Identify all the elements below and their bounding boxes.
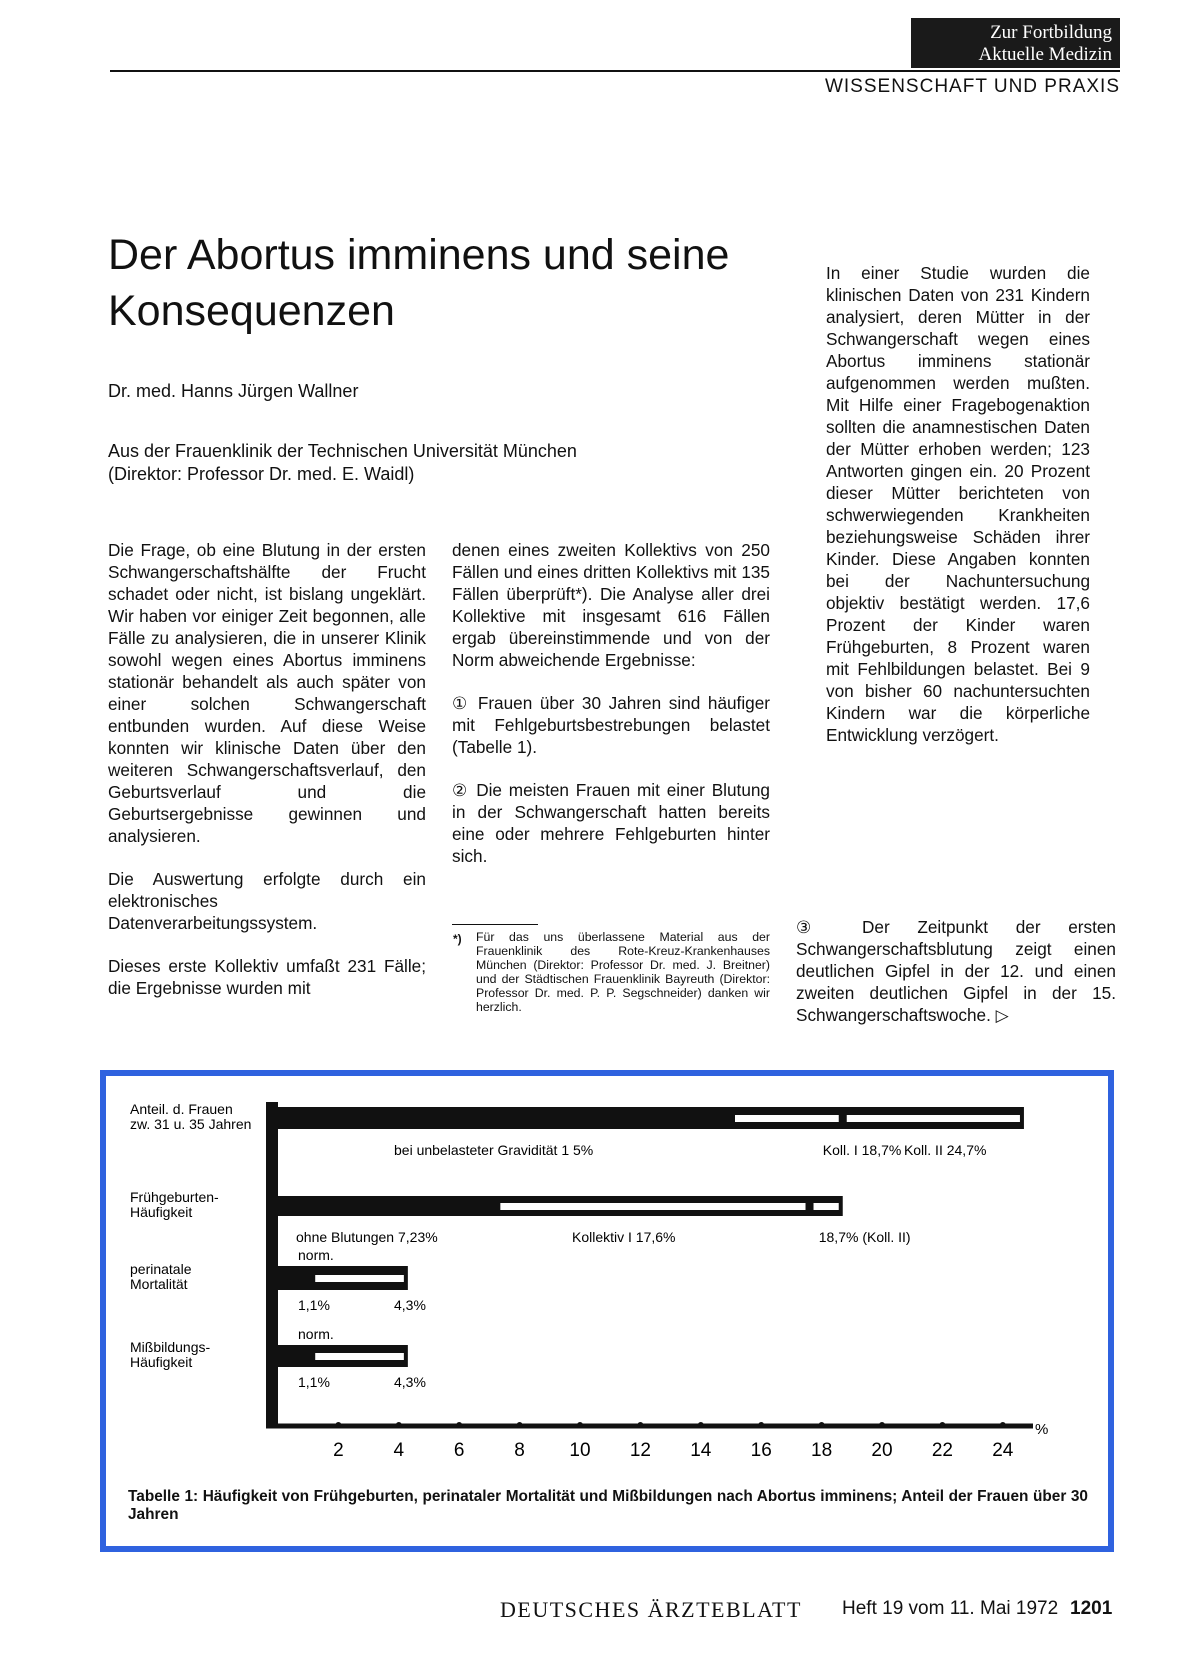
- x-tick-label: 22: [931, 1440, 953, 1461]
- category-label: Anteil. d. Frauen: [130, 1101, 233, 1117]
- footnote-rule: [452, 924, 538, 925]
- x-tick-label: 8: [514, 1440, 525, 1461]
- data-label: Koll. II 24,7%: [903, 1142, 987, 1158]
- x-tick-label: 2: [333, 1440, 344, 1461]
- data-label: 4,3%: [394, 1297, 426, 1313]
- bar-segment: [814, 1203, 839, 1210]
- footnote-mark: *): [453, 932, 462, 946]
- bar-segment: [735, 1115, 839, 1122]
- footnote: Für das uns überlassene Material aus der Frauenklinik des Rote-Kreuz-Krankenhauses München (Direktor: Professor Dr. med. J. Breitner) und der Städtischen Frauenklinik Bayreuth (Direktor: Professor Dr. med. P. P. Segschneider) danken wir herzlich.: [476, 930, 770, 1014]
- category-label: Mortalität: [130, 1276, 188, 1292]
- bar-segment: [847, 1115, 1020, 1122]
- badge-line-2: Aktuelle Medizin: [978, 44, 1112, 65]
- bar-note: norm.: [298, 1326, 334, 1342]
- paragraph: Dieses erste Kollektiv umfaßt 231 Fälle; die Ergebnisse wurden mit: [108, 956, 426, 998]
- data-label: bei unbelasteter Gravidität 1 5%: [394, 1142, 594, 1158]
- badge-line-1: Zur Fortbildung: [990, 22, 1112, 43]
- category-label: zw. 31 u. 35 Jahren: [130, 1116, 252, 1132]
- data-label: Kollektiv I 17,6%: [572, 1229, 676, 1245]
- x-tick-label: 18: [811, 1440, 833, 1461]
- x-tick-label: 16: [750, 1440, 772, 1461]
- page-number: 1201: [1070, 1598, 1113, 1619]
- x-tick-mark: [698, 1422, 704, 1428]
- paragraph: denen eines zweiten Kollektivs von 250 Fällen und eines dritten Kollektivs mit 135 Fällen überprüft*). Die Analyse aller drei Kollektive mit insgesamt 616 Fällen ergab übereinstimmende und von der Norm abweichende Ergebnisse:: [452, 540, 770, 670]
- bar-note: norm.: [298, 1247, 334, 1263]
- data-label: 4,3%: [394, 1374, 426, 1390]
- x-tick-label: 12: [629, 1440, 651, 1461]
- bar-segment: [315, 1275, 404, 1282]
- paragraph: Die Frage, ob eine Blutung in der ersten Schwangerschaftshälfte der Frucht schadet oder nicht, ist bislang ungeklärt. Wir haben vor einiger Zeit begonnen, alle Fälle zu analysieren, die in unserer Klinik sowohl wegen eines Abortus imminens stationär behandelt als auch später von einer solchen Schwangerschaft entbunden wurden. Auf diese Weise konnten wir klinische Daten über den weiteren Schwangerschaftsverlauf, den Geburtsverlauf und die Geburtsergebnisse gewinnen und analysieren.: [108, 540, 426, 846]
- section-heading: WISSENSCHAFT UND PRAXIS: [824, 76, 1120, 97]
- paragraph: ③ Der Zeitpunkt der ersten Schwangerschaftsblutung zeigt einen deutlichen Gipfel in der 12. und einen zweiten deutlichen Gipfel in der 15. Schwangerschaftswoche. ▷: [796, 917, 1116, 1025]
- x-tick-label: 24: [992, 1440, 1014, 1461]
- paragraph: ② Die meisten Frauen mit einer Blutung in der Schwangerschaft hatten bereits eine oder mehrere Fehlgeburten hinter sich.: [452, 780, 770, 866]
- x-tick-mark: [517, 1422, 523, 1428]
- category-label: Mißbildungs-: [130, 1339, 211, 1355]
- category-label: perinatale: [130, 1261, 192, 1277]
- data-label: ohne Blutungen 7,23%: [296, 1229, 438, 1245]
- category-label: Frühgeburten-: [130, 1189, 219, 1205]
- section-badge: [911, 18, 1120, 68]
- data-label: 1,1%: [298, 1297, 330, 1313]
- x-tick-mark: [758, 1422, 764, 1428]
- x-tick-mark: [939, 1422, 945, 1428]
- figure-table-1: [100, 1070, 1114, 1552]
- bar-segment: [500, 1203, 805, 1210]
- x-tick-label: 10: [569, 1440, 591, 1461]
- data-label: 1,1%: [298, 1374, 330, 1390]
- x-tick-label: 4: [393, 1440, 405, 1461]
- text-column-1: [108, 539, 426, 1020]
- data-label: Koll. I 18,7%: [822, 1142, 902, 1158]
- article-affiliation: Aus der Frauenklinik der Technischen Universität München (Direktor: Professor Dr. med. E. Waidl): [108, 441, 577, 484]
- x-tick-mark: [577, 1422, 583, 1428]
- paragraph: ① Frauen über 30 Jahren sind häufiger mit Fehlgeburtsbestrebungen belastet (Tabelle 1).: [452, 693, 770, 757]
- article-author: Dr. med. Hanns Jürgen Wallner: [108, 381, 359, 401]
- x-tick-mark: [879, 1422, 885, 1428]
- x-tick-label: 20: [871, 1440, 893, 1461]
- article-title: Der Abortus imminens und seine Konsequenzen: [108, 231, 730, 335]
- x-axis-unit: %: [1035, 1421, 1049, 1438]
- category-label: Häufigkeit: [130, 1354, 193, 1370]
- data-label: 18,7% (Koll. II): [818, 1229, 911, 1245]
- category-label: Häufigkeit: [130, 1204, 193, 1220]
- x-tick-mark: [1000, 1422, 1006, 1428]
- abstract-column: In einer Studie wurden die klinischen Daten von 231 Kindern analysiert, deren Mütter in der Schwangerschaft wegen eines Abortus imminens stationär aufgenommen werden mußten. Mit Hilfe einer Fragebogenaktion sollten die anamnestischen Daten der Mütter erhoben werden; 123 Antworten gingen ein. 20 Prozent dieser Mütter berichteten von schwerwiegenden Krankheiten beziehungsweise Schäden ihrer Kinder. Diese Angaben konnten bei der Nachuntersuchung objektiv bestätigt werden. 17,6 Prozent der Kinder waren Frühgeburten, 8 Prozent waren mit Fehlbildungen belastet. Bei 9 von bisher 60 nachuntersuchten Kindern war die körperliche Entwicklung verzögert.: [826, 263, 1090, 745]
- x-tick-label: 6: [453, 1440, 465, 1461]
- figure-caption: Tabelle 1: Häufigkeit von Frühgeburten, perinataler Mortalität und Mißbildungen nach Abortus imminens; Anteil der Frauen über 30 Jahren: [128, 1488, 1088, 1523]
- issue-info: Heft 19 vom 11. Mai 1972: [842, 1598, 1059, 1619]
- x-tick-mark: [819, 1422, 825, 1428]
- journal-name: DEUTSCHES ÄRZTEBLATT: [500, 1597, 802, 1622]
- x-tick-mark: [335, 1422, 341, 1428]
- x-tick-mark: [396, 1422, 402, 1428]
- text-column-2: [452, 539, 770, 888]
- x-tick-mark: [637, 1422, 643, 1428]
- bar-chart: [106, 1076, 1108, 1546]
- x-tick-label: 14: [690, 1440, 712, 1461]
- header-rule: [110, 70, 1120, 72]
- bar-segment: [315, 1353, 404, 1360]
- paragraph: Die Auswertung erfolgte durch ein elektronisches Datenverarbeitungssystem.: [108, 869, 426, 933]
- x-tick-mark: [456, 1422, 462, 1428]
